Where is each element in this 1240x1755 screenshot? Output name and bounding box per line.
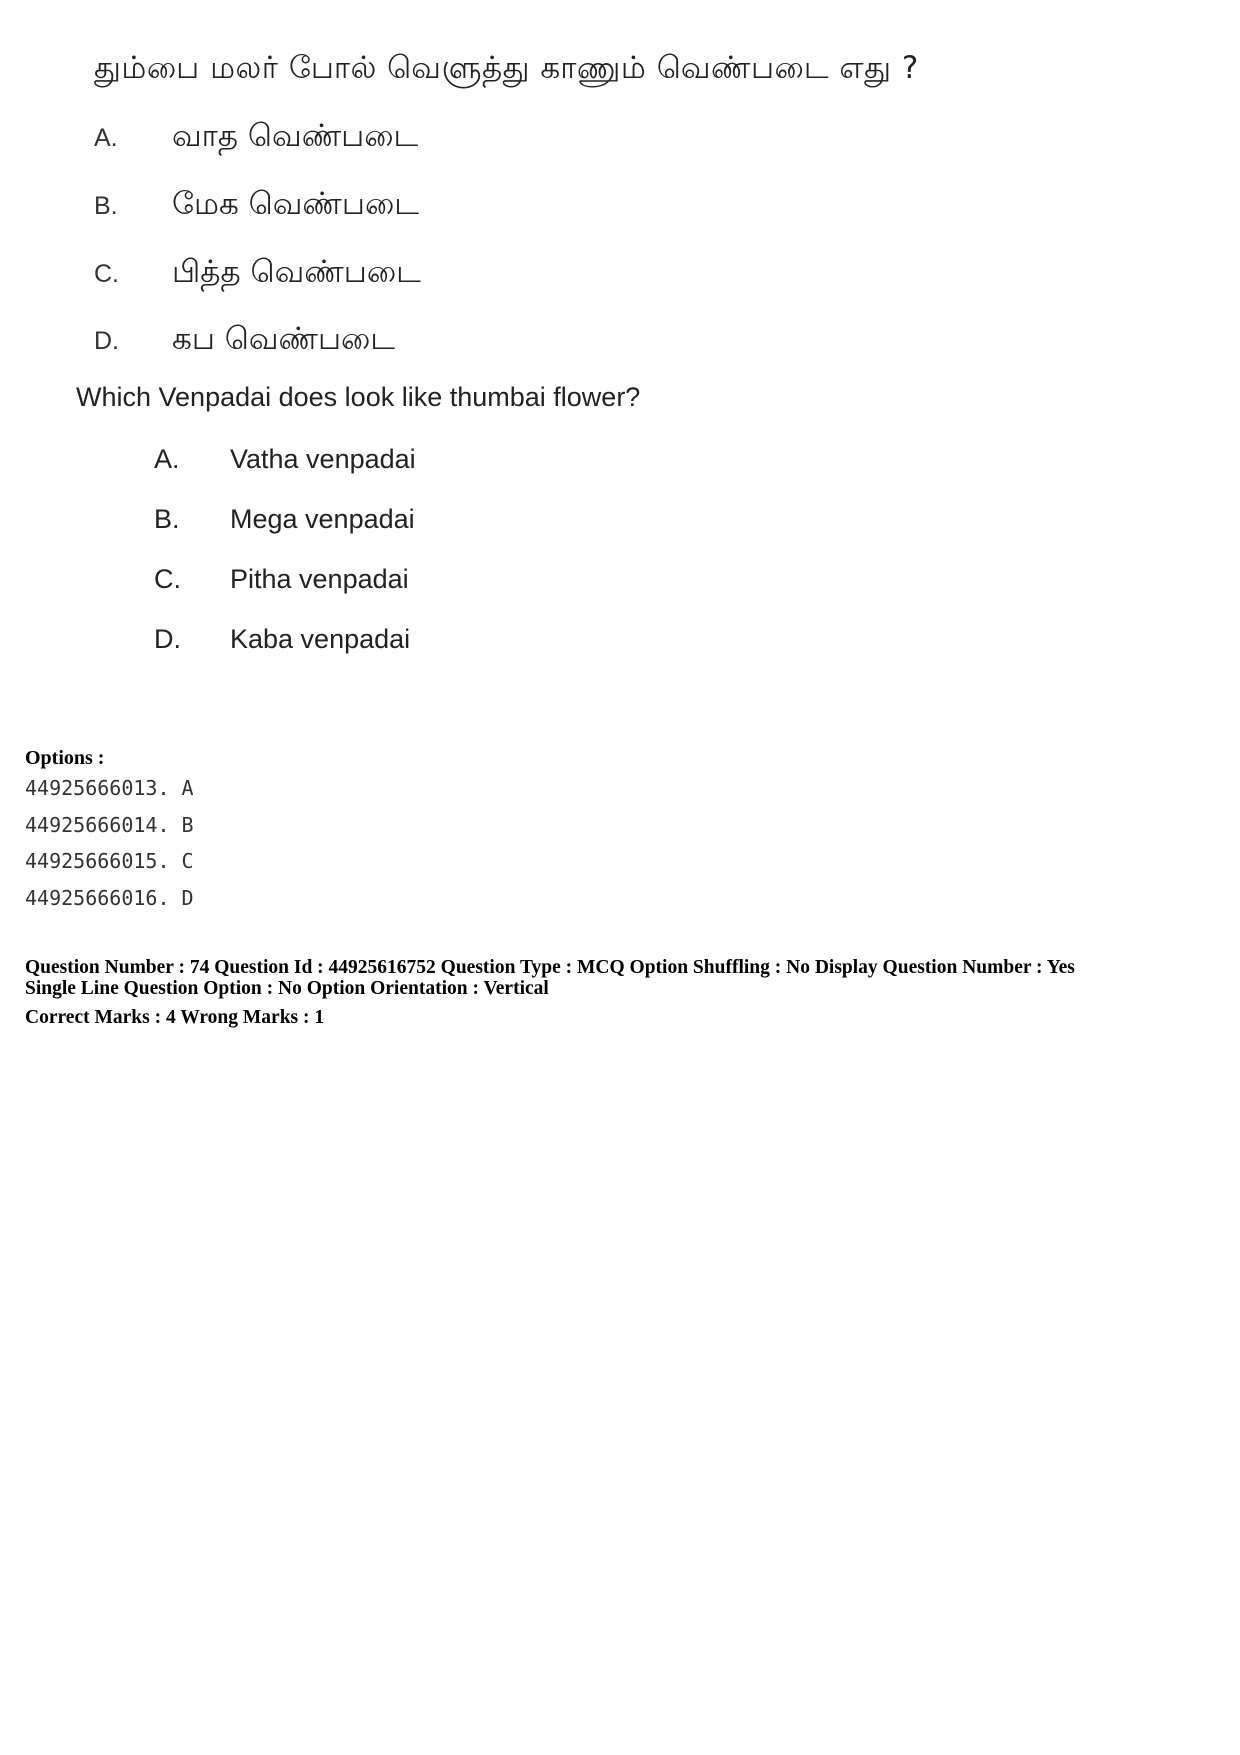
option-text: Mega venpadai [230, 504, 415, 534]
tamil-option-c [94, 254, 421, 294]
option-id-b: 44925666014. B [25, 813, 194, 837]
english-option-a [154, 444, 416, 475]
option-text: Kaba venpadai [230, 624, 411, 654]
option-id-d: 44925666016. D [25, 886, 194, 910]
option-letter: A. [94, 124, 118, 152]
tamil-question-text: தும்பை மலர் போல் வெளுத்து காணும் வெண்படை எது ? [94, 50, 919, 86]
question-meta-line-1: Question Number : 74 Question Id : 44925616752 Question Type : MCQ Option Shuffling : No Display Question Number : Yes [25, 957, 1075, 978]
tamil-option-b [94, 186, 419, 226]
english-question-text: Which Venpadai does look like thumbai flower? [76, 382, 641, 412]
english-option-d [154, 624, 410, 655]
tamil-option-d [94, 321, 395, 361]
option-text: Vatha venpadai [230, 444, 416, 474]
option-id-a: 44925666013. A [25, 776, 194, 800]
english-option-c [154, 564, 409, 595]
option-text: கப வெண்படை [172, 321, 396, 357]
options-heading: Options : [25, 747, 105, 769]
option-letter: A. [154, 444, 180, 474]
option-letter: D. [154, 624, 181, 654]
question-image [70, 20, 1070, 680]
option-text: பித்த வெண்படை [172, 254, 421, 290]
english-option-b [154, 504, 415, 535]
option-letter: B. [154, 504, 180, 534]
option-letter: D. [94, 327, 119, 355]
option-letter: C. [154, 564, 181, 594]
option-letter: B. [94, 192, 118, 220]
option-id-c: 44925666015. C [25, 849, 194, 873]
option-letter: C. [94, 260, 119, 288]
marks-line: Correct Marks : 4 Wrong Marks : 1 [25, 1007, 325, 1028]
option-text: வாத வெண்படை [172, 118, 419, 154]
option-text: Pitha venpadai [230, 564, 409, 594]
question-meta-line-2: Single Line Question Option : No Option Orientation : Vertical [25, 978, 549, 999]
tamil-option-a [94, 118, 418, 158]
option-text: மேக வெண்படை [172, 186, 419, 222]
